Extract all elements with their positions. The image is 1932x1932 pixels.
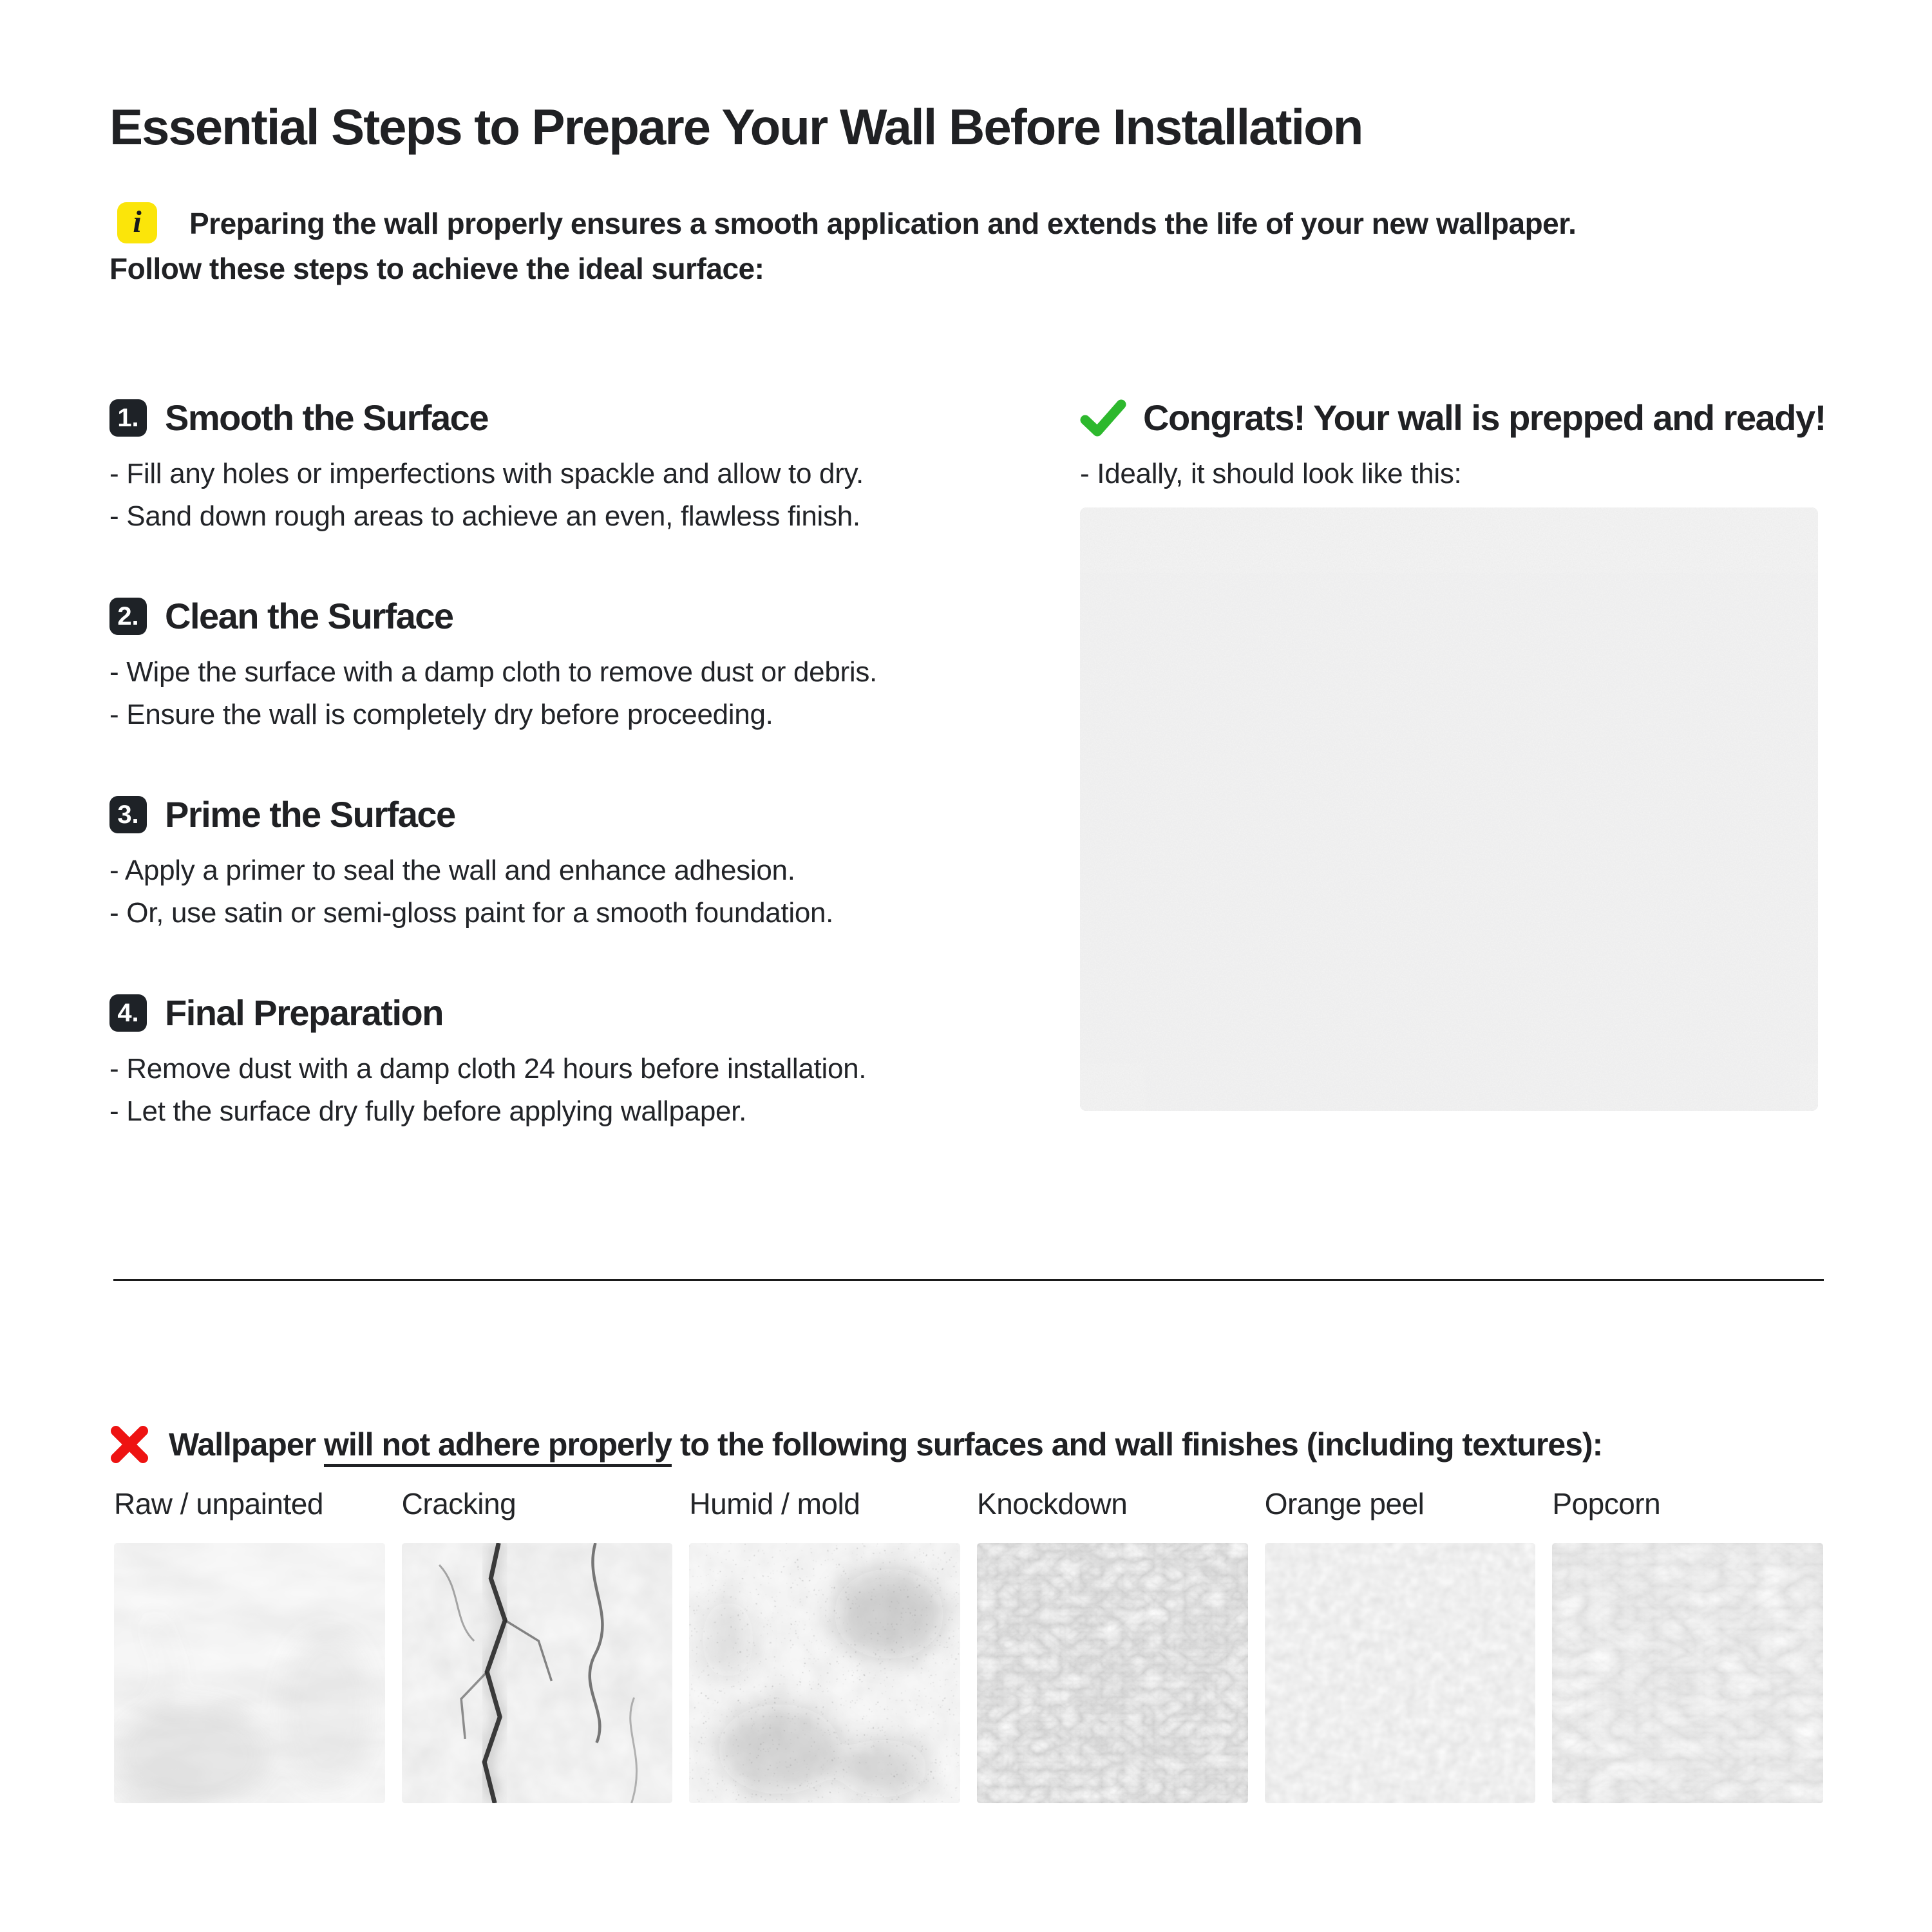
step-1-bullet-1: - Fill any holes or imperfections with spackle and allow to dry.	[109, 458, 864, 489]
step-4-bullet-2: - Let the surface dry fully before applying wallpaper.	[109, 1095, 747, 1127]
step-3-bullet-2: - Or, use satin or semi-gloss paint for a smooth foundation.	[109, 897, 834, 929]
step-3	[109, 793, 1050, 934]
warning-text	[169, 1426, 1602, 1463]
step-4-bullet-1: - Remove dust with a damp cloth 24 hours before installation.	[109, 1053, 867, 1084]
x-icon	[109, 1425, 149, 1464]
raw-unpainted-texture-image	[114, 1543, 385, 1803]
step-2-number-badge: 2.	[109, 598, 147, 635]
intro-paragraph	[109, 201, 1835, 291]
surface-humid-mold	[689, 1486, 960, 1803]
surface-label: Knockdown	[977, 1487, 1128, 1520]
intro-line-1: Preparing the wall properly ensures a smooth application and extends the life of your new wallpaper.	[189, 207, 1577, 240]
step-3-number-badge: 3.	[109, 796, 147, 833]
surface-cracking	[402, 1486, 673, 1803]
surface-label: Popcorn	[1552, 1487, 1661, 1520]
step-4-title: Final Preparation	[165, 992, 443, 1033]
surface-raw-unpainted	[114, 1486, 385, 1803]
success-bullet: - Ideally, it should look like this:	[1080, 458, 1462, 489]
step-2-title: Clean the Surface	[165, 596, 453, 636]
surface-label: Humid / mold	[689, 1487, 860, 1520]
intro-line-2: Follow these steps to achieve the ideal surface:	[109, 252, 764, 285]
surface-label: Raw / unpainted	[114, 1487, 323, 1520]
step-4-number-badge: 4.	[109, 994, 147, 1032]
knockdown-texture-image	[977, 1543, 1248, 1803]
step-1-title: Smooth the Surface	[165, 397, 488, 438]
success-title: Congrats! Your wall is prepped and ready!	[1143, 397, 1826, 438]
section-divider	[113, 1279, 1824, 1281]
orange-peel-texture-image	[1265, 1543, 1536, 1803]
page-title: Essential Steps to Prepare Your Wall Before Installation	[109, 99, 1363, 155]
step-1-number-badge: 1.	[109, 399, 147, 437]
prepped-wall-image	[1080, 507, 1818, 1111]
cracking-texture-image	[402, 1543, 673, 1803]
info-icon-glyph: i	[133, 204, 142, 239]
step-1	[109, 397, 1050, 538]
bad-surfaces-strip	[114, 1486, 1823, 1803]
popcorn-texture-image	[1552, 1543, 1823, 1803]
surface-label: Cracking	[401, 1487, 516, 1520]
step-2-bullet-2: - Ensure the wall is completely dry before proceeding.	[109, 699, 773, 730]
step-3-bullet-1: - Apply a primer to seal the wall and enhance adhesion.	[109, 855, 795, 886]
humid-mold-texture-image	[689, 1543, 960, 1803]
smooth-wall-texture	[1080, 507, 1818, 1111]
step-2-bullet-1: - Wipe the surface with a damp cloth to remove dust or debris.	[109, 656, 877, 688]
step-1-bullet-2: - Sand down rough areas to achieve an even, flawless finish.	[109, 500, 860, 532]
warning-prefix: Wallpaper	[169, 1426, 324, 1463]
surface-knockdown	[977, 1486, 1248, 1803]
surface-popcorn	[1552, 1486, 1823, 1803]
step-2	[109, 595, 1050, 736]
surface-label: Orange peel	[1264, 1487, 1425, 1520]
warning-underlined: will not adhere properly	[323, 1426, 672, 1463]
check-icon	[1080, 399, 1126, 437]
step-3-title: Prime the Surface	[165, 794, 455, 835]
warning-heading	[109, 1425, 1602, 1464]
success-section	[1080, 397, 1840, 495]
surface-orange-peel	[1265, 1486, 1536, 1803]
step-4	[109, 992, 1050, 1133]
warning-suffix: to the following surfaces and wall finishes (including textures):	[671, 1426, 1603, 1463]
